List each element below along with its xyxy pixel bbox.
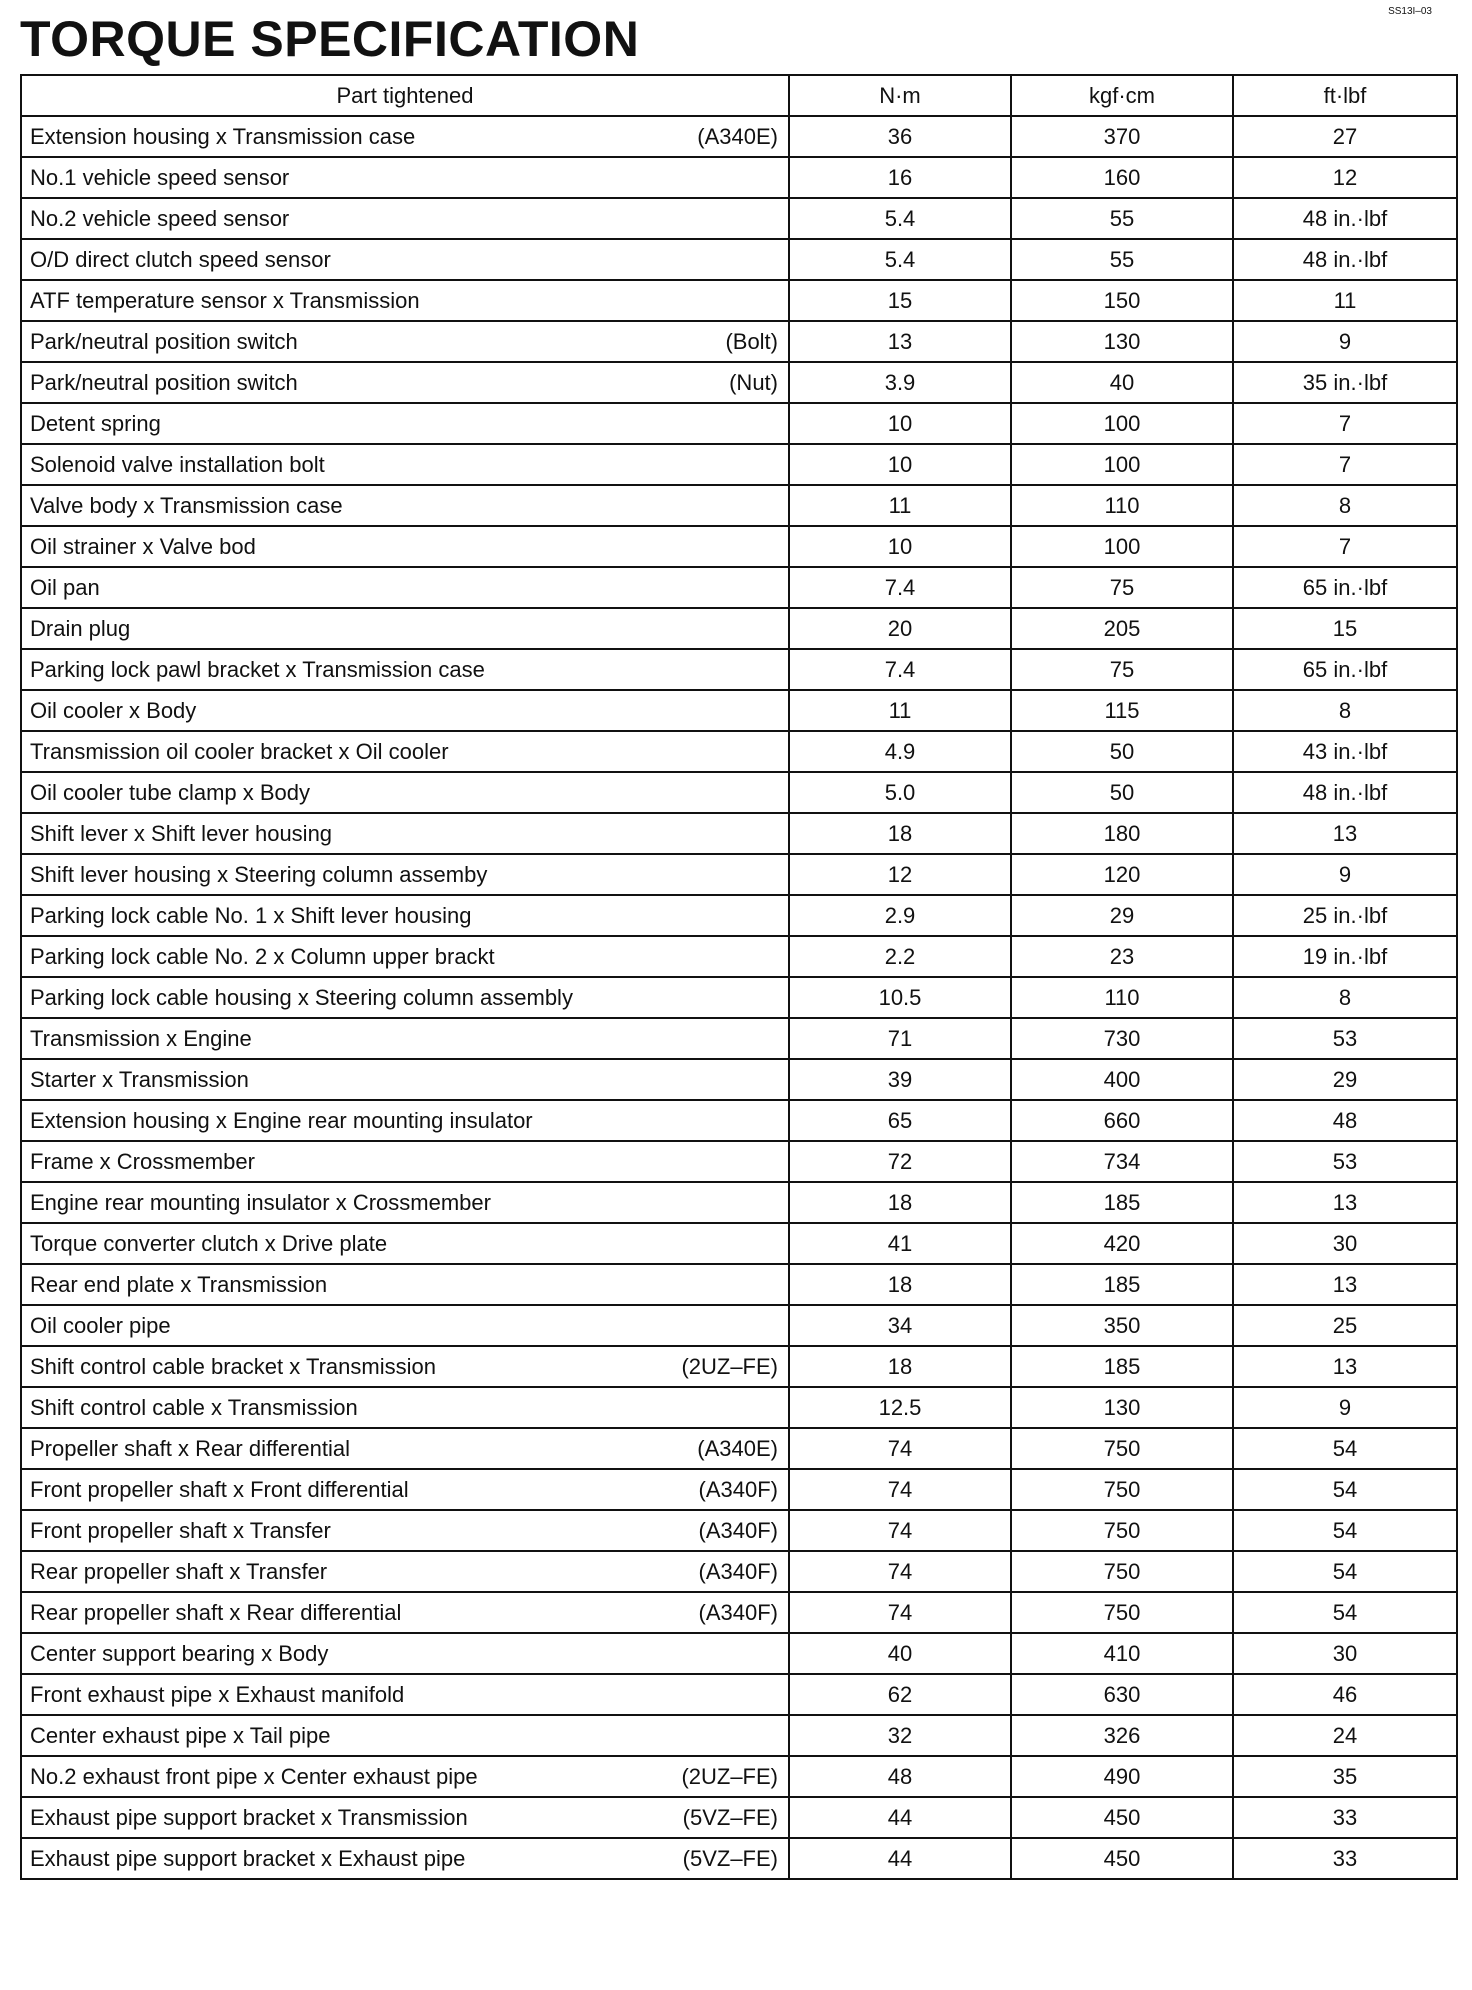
table-row (21, 239, 1457, 280)
table-row (21, 1387, 1457, 1428)
ftlbf-value: 9 (1233, 854, 1457, 895)
ftlbf-value: 54 (1233, 1551, 1457, 1592)
kgfcm-value: 29 (1011, 895, 1233, 936)
part-cell (21, 1633, 789, 1674)
kgfcm-value: 400 (1011, 1059, 1233, 1100)
nm-value: 5.4 (789, 239, 1011, 280)
part-cell (21, 977, 789, 1018)
part-cell (21, 1387, 789, 1428)
ftlbf-value: 30 (1233, 1223, 1457, 1264)
kgfcm-value: 110 (1011, 977, 1233, 1018)
nm-value: 20 (789, 608, 1011, 649)
table-row (21, 1674, 1457, 1715)
part-note: (2UZ–FE) (681, 1763, 778, 1789)
ftlbf-value: 53 (1233, 1018, 1457, 1059)
part-cell (21, 526, 789, 567)
table-row (21, 1018, 1457, 1059)
part-cell (21, 1592, 789, 1633)
table-row (21, 1510, 1457, 1551)
nm-value: 18 (789, 1264, 1011, 1305)
nm-value: 5.0 (789, 772, 1011, 813)
ftlbf-value: 30 (1233, 1633, 1457, 1674)
table-row (21, 1633, 1457, 1674)
kgfcm-value: 750 (1011, 1469, 1233, 1510)
kgfcm-value: 205 (1011, 608, 1233, 649)
ftlbf-value: 9 (1233, 321, 1457, 362)
table-row (21, 690, 1457, 731)
nm-value: 62 (789, 1674, 1011, 1715)
part-note: (A340E) (697, 1435, 778, 1461)
part-name: Exhaust pipe support bracket x Exhaust pipe (30, 1845, 466, 1871)
part-cell (21, 567, 789, 608)
ftlbf-value: 54 (1233, 1469, 1457, 1510)
part-cell (21, 1264, 789, 1305)
table-row (21, 1469, 1457, 1510)
kgfcm-value: 370 (1011, 116, 1233, 157)
ftlbf-value: 24 (1233, 1715, 1457, 1756)
nm-value: 5.4 (789, 198, 1011, 239)
part-name: Center exhaust pipe x Tail pipe (30, 1722, 331, 1748)
part-note: (5VZ–FE) (682, 1804, 778, 1830)
part-note: (A340E) (697, 123, 778, 149)
nm-value: 7.4 (789, 567, 1011, 608)
ftlbf-value: 15 (1233, 608, 1457, 649)
part-name: Park/neutral position switch (30, 328, 298, 354)
kgfcm-value: 150 (1011, 280, 1233, 321)
part-name: Rear propeller shaft x Rear differential (30, 1599, 402, 1625)
table-row (21, 936, 1457, 977)
table-row (21, 977, 1457, 1018)
part-name: Oil pan (30, 574, 100, 600)
part-cell (21, 321, 789, 362)
kgfcm-value: 185 (1011, 1264, 1233, 1305)
nm-value: 12.5 (789, 1387, 1011, 1428)
nm-value: 13 (789, 321, 1011, 362)
nm-value: 74 (789, 1510, 1011, 1551)
nm-value: 10 (789, 403, 1011, 444)
kgfcm-value: 40 (1011, 362, 1233, 403)
part-name: No.1 vehicle speed sensor (30, 164, 290, 190)
page-title: TORQUE SPECIFICATION (20, 11, 640, 67)
kgfcm-value: 490 (1011, 1756, 1233, 1797)
nm-value: 44 (789, 1797, 1011, 1838)
part-note: (2UZ–FE) (681, 1353, 778, 1379)
part-cell (21, 1838, 789, 1879)
table-row (21, 1756, 1457, 1797)
table-row (21, 813, 1457, 854)
part-name: Center support bearing x Body (30, 1640, 329, 1666)
part-cell (21, 280, 789, 321)
table-row (21, 526, 1457, 567)
table-row (21, 1223, 1457, 1264)
table-row (21, 485, 1457, 526)
kgfcm-value: 660 (1011, 1100, 1233, 1141)
part-name: Oil cooler pipe (30, 1312, 171, 1338)
ftlbf-value: 12 (1233, 157, 1457, 198)
table-row (21, 280, 1457, 321)
table-row (21, 772, 1457, 813)
part-cell (21, 895, 789, 936)
nm-value: 74 (789, 1469, 1011, 1510)
part-cell (21, 1305, 789, 1346)
nm-value: 3.9 (789, 362, 1011, 403)
part-name: Shift lever x Shift lever housing (30, 820, 333, 846)
table-row (21, 1715, 1457, 1756)
nm-value: 15 (789, 280, 1011, 321)
table-row (21, 116, 1457, 157)
table-row (21, 1100, 1457, 1141)
kgfcm-value: 120 (1011, 854, 1233, 895)
part-cell (21, 1346, 789, 1387)
part-cell (21, 1141, 789, 1182)
part-name: Oil cooler x Body (30, 697, 197, 723)
nm-value: 65 (789, 1100, 1011, 1141)
part-name: Propeller shaft x Rear differential (30, 1435, 350, 1461)
table-row (21, 895, 1457, 936)
part-cell (21, 485, 789, 526)
part-name: Transmission oil cooler bracket x Oil cooler (30, 738, 449, 764)
table-row (21, 321, 1457, 362)
ftlbf-value: 54 (1233, 1592, 1457, 1633)
part-name: Front propeller shaft x Transfer (30, 1517, 331, 1543)
nm-value: 48 (789, 1756, 1011, 1797)
column-header-ftlbf: ft·lbf (1233, 75, 1457, 116)
part-name: No.2 exhaust front pipe x Center exhaust pipe (30, 1763, 478, 1789)
part-cell (21, 608, 789, 649)
nm-value: 39 (789, 1059, 1011, 1100)
part-name: Parking lock cable No. 2 x Column upper brackt (30, 943, 495, 969)
ftlbf-value: 8 (1233, 977, 1457, 1018)
nm-value: 74 (789, 1428, 1011, 1469)
nm-value: 44 (789, 1838, 1011, 1879)
part-name: Engine rear mounting insulator x Crossmember (30, 1189, 491, 1215)
table-row (21, 1428, 1457, 1469)
nm-value: 7.4 (789, 649, 1011, 690)
part-cell (21, 1551, 789, 1592)
nm-value: 40 (789, 1633, 1011, 1674)
part-name: Detent spring (30, 410, 161, 436)
column-header-kgfcm: kgf·cm (1011, 75, 1233, 116)
part-name: Park/neutral position switch (30, 369, 298, 395)
part-name: Starter x Transmission (30, 1066, 249, 1092)
part-name: Front propeller shaft x Front differential (30, 1476, 409, 1502)
part-cell (21, 1674, 789, 1715)
table-row (21, 1797, 1457, 1838)
nm-value: 41 (789, 1223, 1011, 1264)
part-name: Shift control cable bracket x Transmission (30, 1353, 436, 1379)
ftlbf-value: 29 (1233, 1059, 1457, 1100)
part-name: Exhaust pipe support bracket x Transmission (30, 1804, 468, 1830)
table-row (21, 198, 1457, 239)
ftlbf-value: 7 (1233, 526, 1457, 567)
ftlbf-value: 9 (1233, 1387, 1457, 1428)
table-row (21, 403, 1457, 444)
kgfcm-value: 185 (1011, 1182, 1233, 1223)
nm-value: 4.9 (789, 731, 1011, 772)
part-name: ATF temperature sensor x Transmission (30, 287, 420, 313)
kgfcm-value: 420 (1011, 1223, 1233, 1264)
kgfcm-value: 130 (1011, 1387, 1233, 1428)
ftlbf-value: 46 (1233, 1674, 1457, 1715)
ftlbf-value: 43 in.·lbf (1233, 731, 1457, 772)
ftlbf-value: 54 (1233, 1428, 1457, 1469)
part-name: Frame x Crossmember (30, 1148, 255, 1174)
ftlbf-value: 7 (1233, 444, 1457, 485)
kgfcm-value: 734 (1011, 1141, 1233, 1182)
part-cell (21, 1018, 789, 1059)
kgfcm-value: 115 (1011, 690, 1233, 731)
kgfcm-value: 730 (1011, 1018, 1233, 1059)
part-cell (21, 936, 789, 977)
part-cell (21, 239, 789, 280)
torque-spec-table (20, 74, 1458, 1880)
ftlbf-value: 65 in.·lbf (1233, 567, 1457, 608)
part-name: Shift control cable x Transmission (30, 1394, 358, 1420)
part-note: (Nut) (729, 369, 778, 395)
ftlbf-value: 13 (1233, 1182, 1457, 1223)
part-name: Torque converter clutch x Drive plate (30, 1230, 388, 1256)
ftlbf-value: 13 (1233, 1346, 1457, 1387)
nm-value: 18 (789, 1346, 1011, 1387)
kgfcm-value: 23 (1011, 936, 1233, 977)
nm-value: 74 (789, 1551, 1011, 1592)
ftlbf-value: 25 (1233, 1305, 1457, 1346)
document-code: SS13I–03 (1388, 6, 1432, 17)
table-row (21, 1182, 1457, 1223)
part-note: (A340F) (698, 1599, 778, 1625)
nm-value: 11 (789, 690, 1011, 731)
column-header-part: Part tightened (21, 75, 789, 116)
part-note: (A340F) (698, 1476, 778, 1502)
part-name: Oil cooler tube clamp x Body (30, 779, 311, 805)
table-row (21, 1346, 1457, 1387)
nm-value: 18 (789, 1182, 1011, 1223)
nm-value: 71 (789, 1018, 1011, 1059)
part-name: Shift lever housing x Steering column assemby (30, 861, 488, 887)
kgfcm-value: 100 (1011, 403, 1233, 444)
part-cell (21, 1715, 789, 1756)
nm-value: 11 (789, 485, 1011, 526)
table-row (21, 362, 1457, 403)
kgfcm-value: 185 (1011, 1346, 1233, 1387)
part-name: Extension housing x Engine rear mounting insulator (30, 1107, 533, 1133)
kgfcm-value: 130 (1011, 321, 1233, 362)
kgfcm-value: 180 (1011, 813, 1233, 854)
part-name: Transmission x Engine (30, 1025, 252, 1051)
table-row (21, 608, 1457, 649)
part-note: (A340F) (698, 1558, 778, 1584)
part-cell (21, 198, 789, 239)
part-cell (21, 1510, 789, 1551)
part-name: No.2 vehicle speed sensor (30, 205, 290, 231)
table-row (21, 649, 1457, 690)
table-row (21, 1141, 1457, 1182)
nm-value: 32 (789, 1715, 1011, 1756)
part-cell (21, 116, 789, 157)
nm-value: 72 (789, 1141, 1011, 1182)
part-name: Parking lock cable No. 1 x Shift lever housing (30, 902, 472, 928)
kgfcm-value: 410 (1011, 1633, 1233, 1674)
part-name: Valve body x Transmission case (30, 492, 343, 518)
ftlbf-value: 35 in.·lbf (1233, 362, 1457, 403)
part-note: (5VZ–FE) (682, 1845, 778, 1871)
ftlbf-value: 65 in.·lbf (1233, 649, 1457, 690)
ftlbf-value: 27 (1233, 116, 1457, 157)
part-cell (21, 854, 789, 895)
part-cell (21, 1756, 789, 1797)
ftlbf-value: 48 in.·lbf (1233, 198, 1457, 239)
part-name: Rear end plate x Transmission (30, 1271, 328, 1297)
nm-value: 10.5 (789, 977, 1011, 1018)
part-name: Rear propeller shaft x Transfer (30, 1558, 328, 1584)
kgfcm-value: 350 (1011, 1305, 1233, 1346)
ftlbf-value: 8 (1233, 485, 1457, 526)
ftlbf-value: 11 (1233, 280, 1457, 321)
part-note: (A340F) (698, 1517, 778, 1543)
ftlbf-value: 48 (1233, 1100, 1457, 1141)
table-row (21, 731, 1457, 772)
kgfcm-value: 110 (1011, 485, 1233, 526)
ftlbf-value: 8 (1233, 690, 1457, 731)
kgfcm-value: 450 (1011, 1838, 1233, 1879)
part-name: Solenoid valve installation bolt (30, 451, 325, 477)
kgfcm-value: 750 (1011, 1551, 1233, 1592)
ftlbf-value: 48 in.·lbf (1233, 239, 1457, 280)
table-row (21, 854, 1457, 895)
ftlbf-value: 33 (1233, 1838, 1457, 1879)
part-name: Oil strainer x Valve bod (30, 533, 256, 559)
nm-value: 10 (789, 526, 1011, 567)
part-note: (Bolt) (725, 328, 778, 354)
nm-value: 34 (789, 1305, 1011, 1346)
kgfcm-value: 160 (1011, 157, 1233, 198)
kgfcm-value: 326 (1011, 1715, 1233, 1756)
ftlbf-value: 33 (1233, 1797, 1457, 1838)
table-row (21, 157, 1457, 198)
part-cell (21, 362, 789, 403)
part-cell (21, 1797, 789, 1838)
kgfcm-value: 100 (1011, 444, 1233, 485)
part-name: Extension housing x Transmission case (30, 123, 416, 149)
nm-value: 16 (789, 157, 1011, 198)
part-name: Parking lock cable housing x Steering column assembly (30, 984, 573, 1010)
part-cell (21, 1223, 789, 1264)
table-row (21, 1059, 1457, 1100)
kgfcm-value: 100 (1011, 526, 1233, 567)
table-row (21, 444, 1457, 485)
kgfcm-value: 50 (1011, 731, 1233, 772)
ftlbf-value: 13 (1233, 1264, 1457, 1305)
kgfcm-value: 630 (1011, 1674, 1233, 1715)
kgfcm-value: 750 (1011, 1592, 1233, 1633)
table-row (21, 1592, 1457, 1633)
kgfcm-value: 50 (1011, 772, 1233, 813)
part-cell (21, 1182, 789, 1223)
ftlbf-value: 19 in.·lbf (1233, 936, 1457, 977)
nm-value: 36 (789, 116, 1011, 157)
kgfcm-value: 55 (1011, 198, 1233, 239)
part-cell (21, 403, 789, 444)
kgfcm-value: 750 (1011, 1428, 1233, 1469)
part-name: Front exhaust pipe x Exhaust manifold (30, 1681, 405, 1707)
part-cell (21, 690, 789, 731)
kgfcm-value: 450 (1011, 1797, 1233, 1838)
ftlbf-value: 35 (1233, 1756, 1457, 1797)
ftlbf-value: 7 (1233, 403, 1457, 444)
nm-value: 12 (789, 854, 1011, 895)
ftlbf-value: 25 in.·lbf (1233, 895, 1457, 936)
part-cell (21, 1428, 789, 1469)
nm-value: 2.2 (789, 936, 1011, 977)
part-name: Drain plug (30, 615, 131, 641)
part-cell (21, 1469, 789, 1510)
table-row (21, 1551, 1457, 1592)
ftlbf-value: 13 (1233, 813, 1457, 854)
nm-value: 10 (789, 444, 1011, 485)
table-header-row (21, 75, 1457, 116)
part-cell (21, 772, 789, 813)
column-header-nm: N·m (789, 75, 1011, 116)
kgfcm-value: 75 (1011, 649, 1233, 690)
kgfcm-value: 75 (1011, 567, 1233, 608)
part-cell (21, 157, 789, 198)
ftlbf-value: 53 (1233, 1141, 1457, 1182)
table-row (21, 1264, 1457, 1305)
nm-value: 74 (789, 1592, 1011, 1633)
part-cell (21, 731, 789, 772)
kgfcm-value: 750 (1011, 1510, 1233, 1551)
part-cell (21, 649, 789, 690)
kgfcm-value: 55 (1011, 239, 1233, 280)
table-row (21, 1838, 1457, 1879)
nm-value: 2.9 (789, 895, 1011, 936)
table-row (21, 1305, 1457, 1346)
part-cell (21, 444, 789, 485)
part-name: Parking lock pawl bracket x Transmission case (30, 656, 485, 682)
ftlbf-value: 54 (1233, 1510, 1457, 1551)
part-cell (21, 813, 789, 854)
part-cell (21, 1100, 789, 1141)
part-name: O/D direct clutch speed sensor (30, 246, 331, 272)
ftlbf-value: 48 in.·lbf (1233, 772, 1457, 813)
nm-value: 18 (789, 813, 1011, 854)
table-row (21, 567, 1457, 608)
part-cell (21, 1059, 789, 1100)
